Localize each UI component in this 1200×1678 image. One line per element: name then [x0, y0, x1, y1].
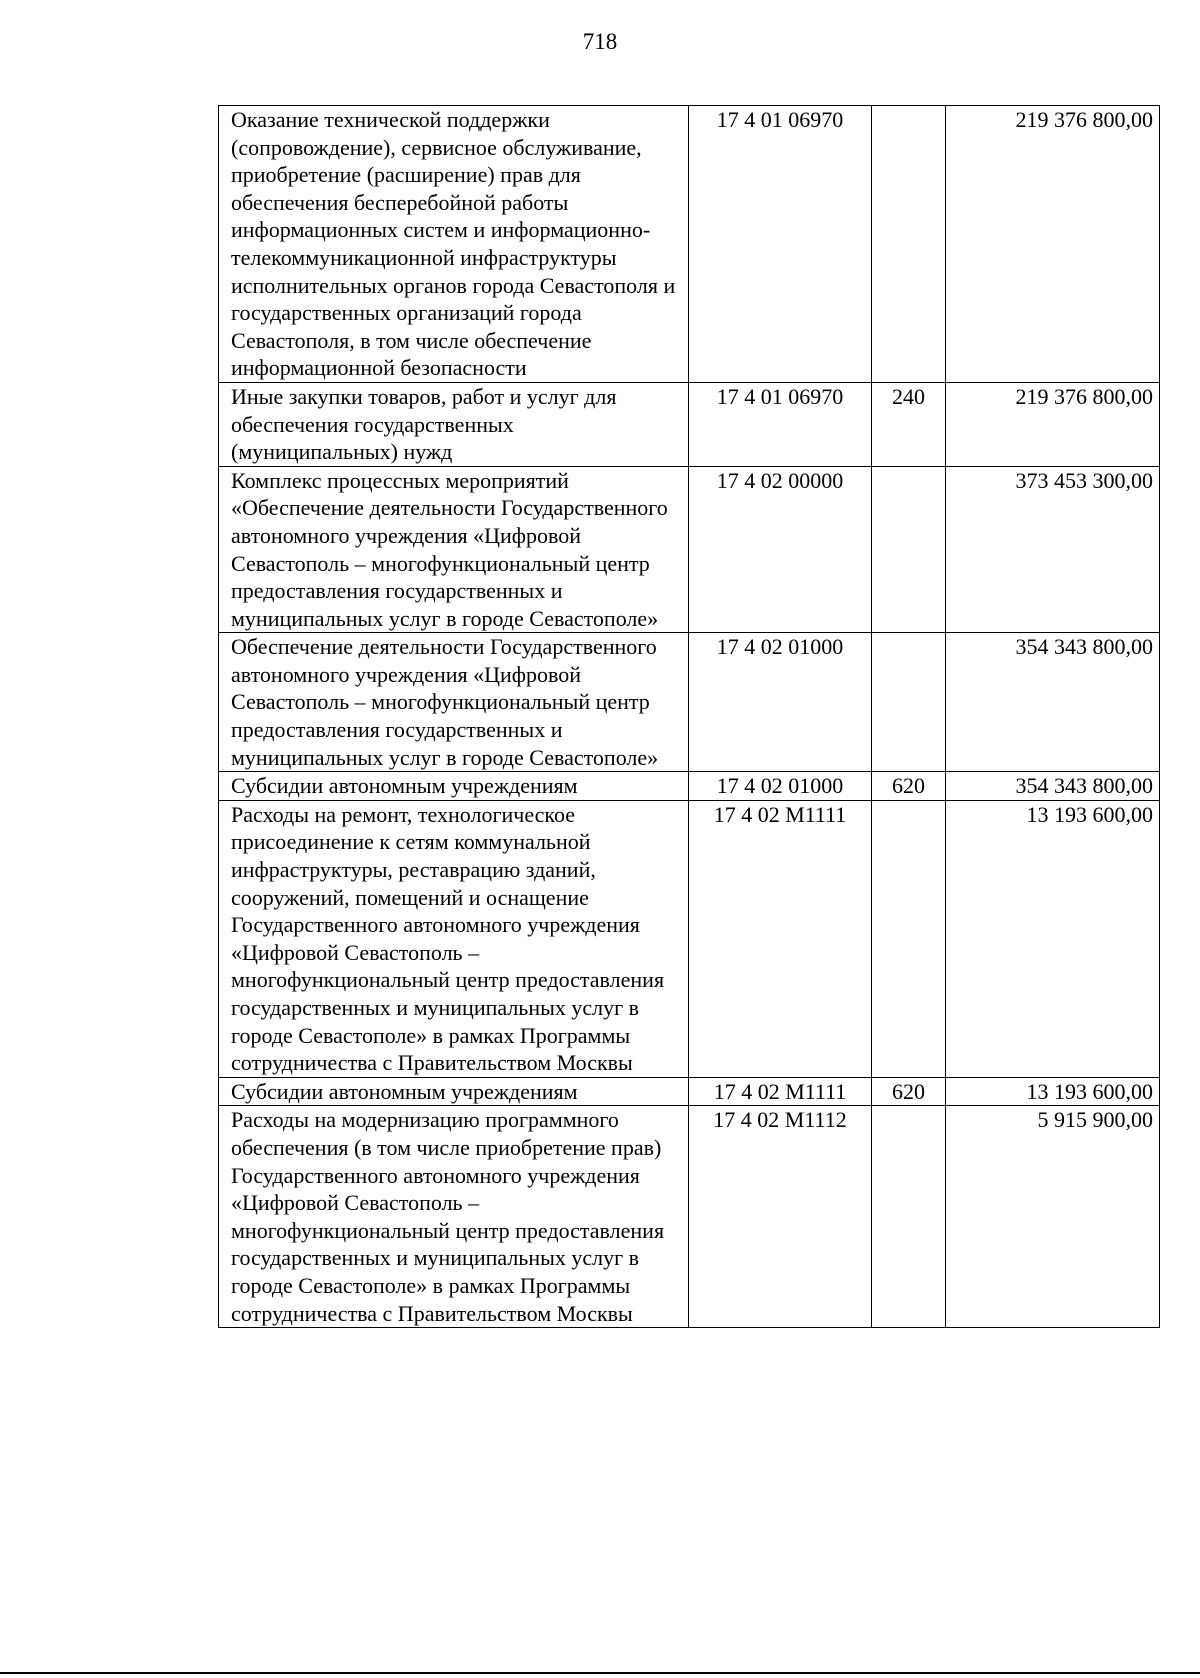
row-name-cell: [219, 1106, 689, 1328]
row-name: Субсидии автономным учреждениям: [231, 773, 578, 799]
row-csr: 17 4 02 M1111: [713, 1078, 847, 1104]
row-csr-cell: [689, 382, 872, 466]
row-vr-cell: [872, 1106, 946, 1328]
row-sum-cell: [946, 1077, 1160, 1106]
row-csr-cell: [689, 1077, 872, 1106]
row-name: Расходы на модернизацию программного обеспечения (в том числе приобретение прав) Государственного автономного учреждения «Цифровой Севастополь – многофункциональный центр предоставления государственных и муниципальных услуг в городе Севастополе» в рамках Программы сотрудничества с Правительством Москвы: [231, 1107, 665, 1326]
row-name: Обеспечение деятельности Государственного автономного учреждения «Цифровой Севастополь – многофункциональный центр предоставления государственных и муниципальных услуг в городе Севастополе»: [231, 634, 659, 770]
row-name-cell: [219, 800, 689, 1077]
row-csr: 17 4 02 01000: [716, 773, 844, 799]
row-vr: 620: [892, 773, 925, 799]
row-csr-cell: [689, 633, 872, 772]
table-row: [219, 1077, 1160, 1106]
row-name: Оказание технической поддержки (сопровождение), сервисное обслуживание, приобретение (расширение) прав для обеспечения бесперебойной работы информационных систем и информационно-телекоммуникационной инфраструктуры исполнительных органов города Севастополя и государственных организаций города Севастополя, в том числе обеспечение информационной безопасности: [231, 107, 676, 381]
row-sum: 13 193 600,00: [1026, 801, 1153, 827]
row-sum-cell: [946, 106, 1160, 383]
row-csr: 17 4 02 M1112: [713, 1107, 847, 1133]
table-row: [219, 800, 1160, 1077]
row-name-cell: [219, 382, 689, 466]
row-name-cell: [219, 106, 689, 383]
row-sum: 354 343 800,00: [1015, 773, 1153, 799]
row-sum: 13 193 600,00: [1026, 1078, 1153, 1104]
row-sum: 219 376 800,00: [1015, 383, 1153, 409]
row-name: Комплекс процессных мероприятий «Обеспечение деятельности Государственного автономного учреждения «Цифровой Севастополь – многофункциональный центр предоставления государственных и муниципальных услуг в городе Севастополе»: [231, 467, 668, 631]
row-csr-cell: [689, 466, 872, 633]
table-row: [219, 633, 1160, 772]
table-row: [219, 382, 1160, 466]
row-csr: 17 4 02 M1111: [713, 801, 847, 827]
page-bottom-border: [0, 1672, 1200, 1674]
row-sum-cell: [946, 466, 1160, 633]
row-name-cell: [219, 772, 689, 801]
row-csr: 17 4 02 00000: [716, 467, 844, 493]
row-vr-cell: [872, 106, 946, 383]
row-name-cell: [219, 1077, 689, 1106]
table-row: [219, 772, 1160, 801]
page-number: 718: [582, 29, 618, 54]
row-vr-cell: [872, 772, 946, 801]
row-name: Расходы на ремонт, технологическое присоединение к сетям коммунальной инфраструктуры, реставрацию зданий, сооружений, помещений и оснащение Государственного автономного учреждения «Цифровой Севастополь – многофункциональный центр предоставления государственных и муниципальных услуг в городе Севастополе» в рамках Программы сотрудничества с Правительством Москвы: [231, 801, 665, 1076]
row-vr: 240: [892, 383, 925, 409]
row-csr: 17 4 01 06970: [716, 107, 844, 132]
row-sum: 219 376 800,00: [1015, 107, 1153, 132]
row-sum-cell: [946, 633, 1160, 772]
row-csr-cell: [689, 800, 872, 1077]
row-sum-cell: [946, 1106, 1160, 1328]
row-csr: 17 4 02 01000: [716, 634, 844, 660]
row-name-cell: [219, 466, 689, 633]
table-row: [219, 1106, 1160, 1328]
budget-table: [218, 105, 1160, 1328]
row-name: Иные закупки товаров, работ и услуг для обеспечения государственных (муниципальных) нужд: [231, 383, 617, 465]
table-row: [219, 106, 1160, 383]
row-csr-cell: [689, 106, 872, 383]
row-vr-cell: [872, 1077, 946, 1106]
row-sum: 373 453 300,00: [1015, 467, 1153, 493]
row-csr-cell: [689, 1106, 872, 1328]
row-name-cell: [219, 633, 689, 772]
row-sum-cell: [946, 772, 1160, 801]
row-vr-cell: [872, 800, 946, 1077]
row-sum: 5 915 900,00: [1037, 1107, 1153, 1133]
row-vr-cell: [872, 466, 946, 633]
row-vr-cell: [872, 633, 946, 772]
row-sum-cell: [946, 382, 1160, 466]
row-csr-cell: [689, 772, 872, 801]
row-name: Субсидии автономным учреждениям: [231, 1078, 578, 1104]
row-vr-cell: [872, 382, 946, 466]
row-vr: 620: [892, 1078, 925, 1104]
row-sum-cell: [946, 800, 1160, 1077]
row-csr: 17 4 01 06970: [716, 383, 844, 409]
row-sum: 354 343 800,00: [1015, 634, 1153, 660]
table-row: [219, 466, 1160, 633]
